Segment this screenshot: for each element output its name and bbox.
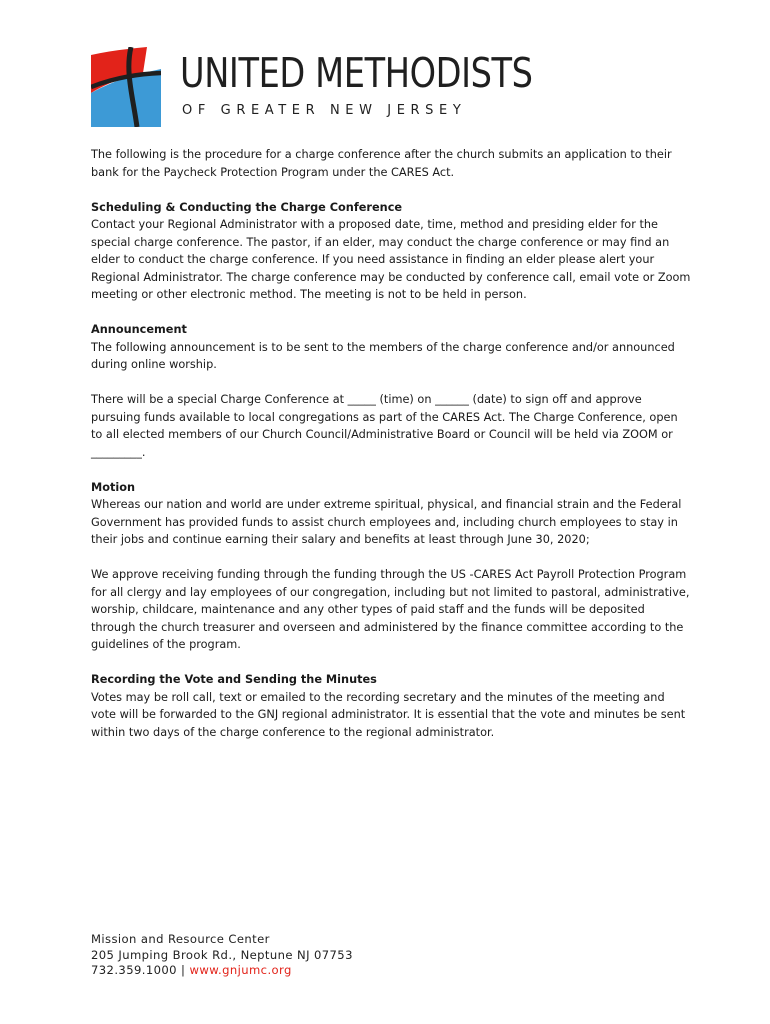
org-subtitle: OF GREATER NEW JERSEY [182, 103, 467, 118]
footer-address [91, 932, 353, 979]
footer-line3 [91, 963, 353, 979]
motion-body: Whereas our nation and world are under extreme spiritual, physical, and financial strain and the Federal Government has provided funds to assist church employees and, including church employees to stay in their jobs and continue earning their salary and benefits at least through June 30, 2020; [91, 498, 682, 546]
intro-paragraph: The following is the procedure for a charge conference after the church submits an application to their bank for the Paycheck Protection Program under the CARES Act. [91, 148, 672, 179]
footer-separator: | [181, 963, 186, 977]
footer-line2: 205 Jumping Brook Rd., Neptune NJ 07753 [91, 947, 353, 962]
footer-phone: 732.359.1000 [91, 963, 177, 977]
motion-section [91, 479, 691, 549]
recording-body: Votes may be roll call, text or emailed to the recording secretary and the minutes of the meeting and vote will be forwarded to the GNJ regional administrator. It is essential that the vote and minutes be sent within two days of the charge conference to the regional administrator. [91, 690, 686, 739]
document-body [91, 146, 691, 759]
announcement-heading: Announcement [91, 323, 187, 336]
org-name: UNITED METHODISTS [180, 49, 533, 97]
scheduling-section [91, 199, 691, 304]
scheduling-heading: Scheduling & Conducting the Charge Conference [91, 200, 403, 214]
motion-resolution: We approve receiving funding through the funding through the US -CARES Act Payroll Protection Program for all clergy and lay employees of our congregation, including but not limited to pastoral, administrative, worship, childcare, maintenance and any other types of paid staff and the funds will be deposited through the church treasurer and overseen and administered by the finance committee according to the guidelines of the program. [91, 568, 690, 651]
recording-heading: Recording the Vote and Sending the Minutes [91, 673, 377, 686]
announcement-section [91, 321, 691, 374]
recording-section [91, 671, 691, 741]
scheduling-body: Contact your Regional Administrator with a proposed date, time, method and presiding elder for the special charge conference. The pastor, if an elder, may conduct the charge conference or may find an elder to conduct the charge conference. If you need assistance in finding an elder please alert your Regional Administrator. The charge conference may be conducted by conference call, email vote or Zoom meeting or other electronic method. The meeting is not to be held in person. [91, 218, 691, 301]
footer-website-link[interactable]: www.gnjumc.org [189, 963, 292, 977]
announcement-text: There will be a special Charge Conference at _____ (time) on ______ (date) to sign off and approve pursuing funds available to local congregations as part of the CARES Act. The Charge Conference, open to all elected members of our Church Council/Administrative Board or Council will be held via ZOOM or _________. [91, 393, 678, 459]
cross-logo-icon [91, 47, 161, 127]
footer-line1: Mission and Resource Center [91, 932, 270, 946]
announcement-body: The following announcement is to be sent to the members of the charge conference and/or announced during online worship. [91, 340, 675, 371]
motion-heading: Motion [91, 480, 136, 494]
